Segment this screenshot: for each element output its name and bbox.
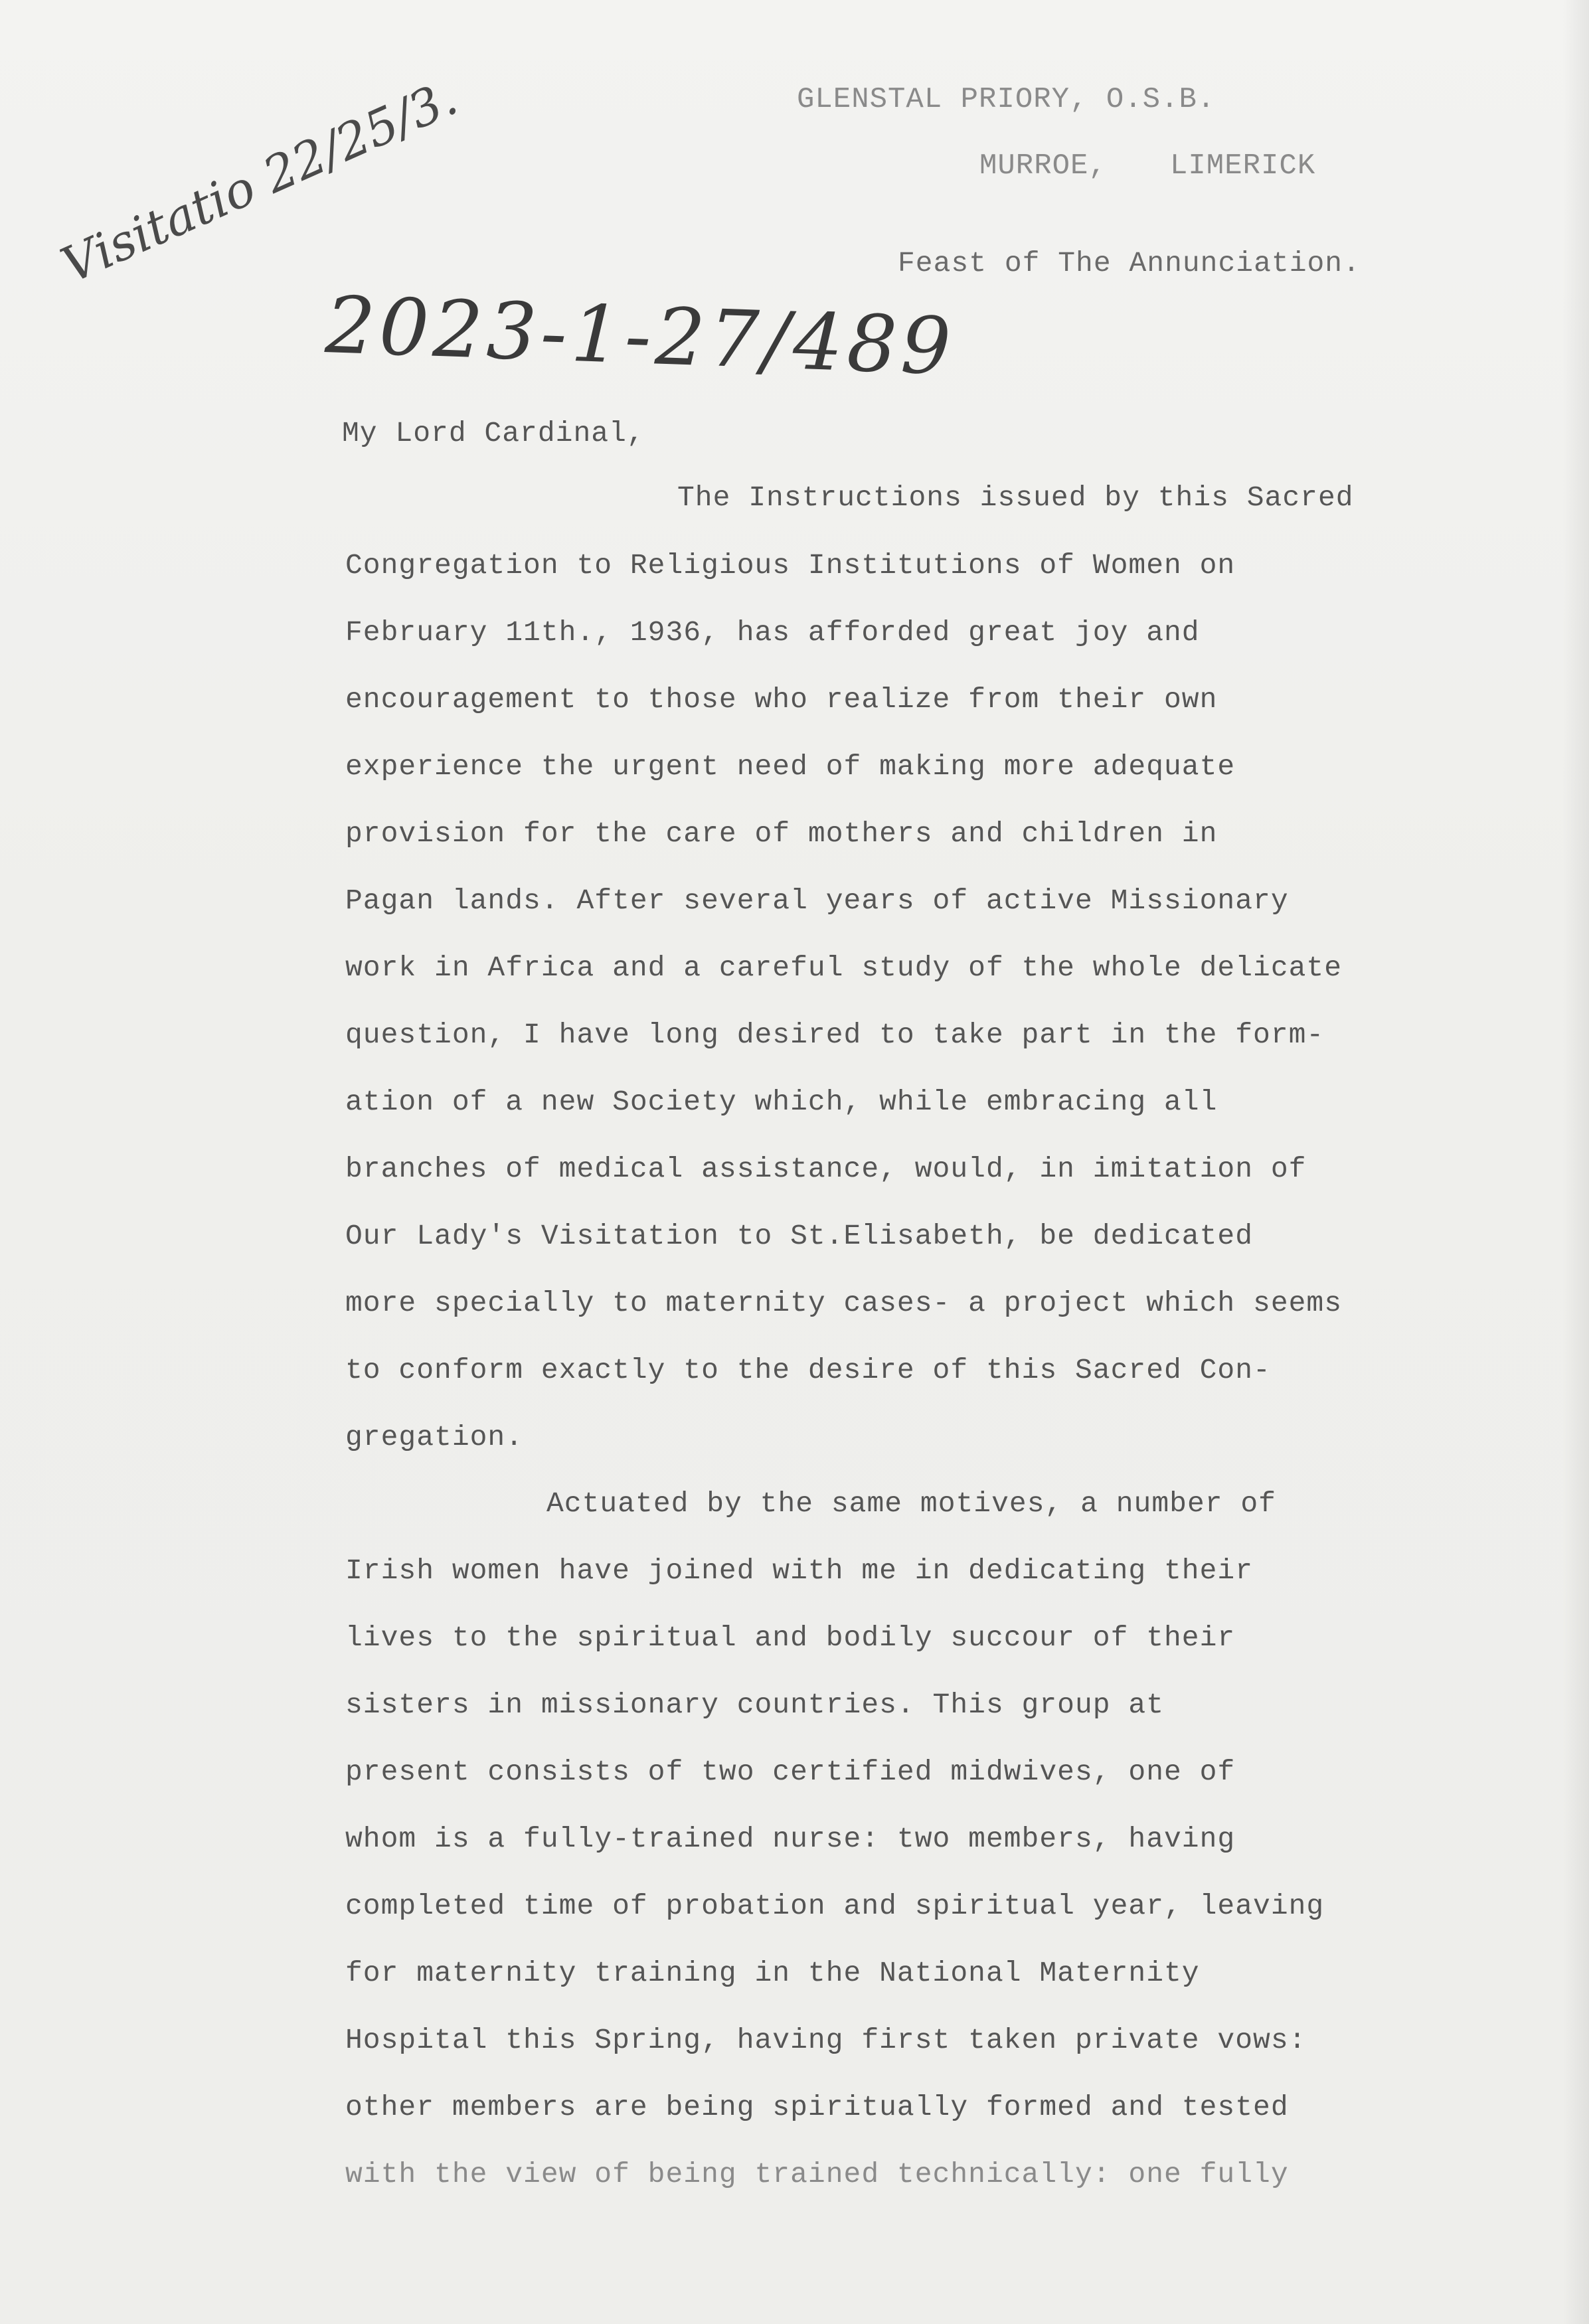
body-line: Pagan lands. After several years of active Missionary xyxy=(345,884,1289,917)
body-line: to conform exactly to the desire of this Sacred Con- xyxy=(345,1354,1271,1386)
letterhead-county: LIMERICK xyxy=(1170,149,1316,183)
body-line: Congregation to Religious Institutions of Women on xyxy=(345,549,1236,582)
body-line: branches of medical assistance, would, in imitation of xyxy=(345,1153,1307,1185)
body-line: for maternity training in the National Maternity xyxy=(345,1957,1200,1989)
body-line: present consists of two certified midwives, one of xyxy=(345,1756,1236,1788)
letterhead-town: MURROE, xyxy=(979,149,1107,183)
body-line: question, I have long desired to take part in the form- xyxy=(345,1019,1325,1051)
page-edge-shadow xyxy=(1562,0,1589,2324)
body-line: lives to the spiritual and bodily succour of their xyxy=(345,1621,1236,1654)
body-line: sisters in missionary countries. This group at xyxy=(345,1689,1164,1721)
body-line: more specially to maternity cases- a project which seems xyxy=(345,1287,1343,1319)
body-line: Actuated by the same motives, a number of xyxy=(546,1487,1276,1520)
letter-date: Feast of The Annunciation. xyxy=(898,247,1361,280)
body-line: February 11th., 1936, has afforded great joy and xyxy=(345,616,1200,649)
body-line: whom is a fully-trained nurse: two members, having xyxy=(345,1823,1236,1855)
body-line: encouragement to those who realize from their own xyxy=(345,683,1218,716)
handwritten-corner-note: Visitatio 22/25/3. xyxy=(53,69,466,295)
body-line: provision for the care of mothers and children in xyxy=(345,817,1218,850)
body-line: The Instructions issued by this Sacred xyxy=(677,481,1354,514)
body-line: work in Africa and a careful study of the whole delicate xyxy=(345,952,1343,984)
letterhead-line-1: GLENSTAL PRIORY, O.S.B. xyxy=(797,83,1216,116)
body-line: Hospital this Spring, having first taken private vows: xyxy=(345,2024,1307,2056)
salutation: My Lord Cardinal, xyxy=(342,417,645,450)
body-line: ation of a new Society which, while embracing all xyxy=(345,1086,1218,1118)
body-line: Irish women have joined with me in dedicating their xyxy=(345,1554,1254,1587)
body-line: completed time of probation and spiritual year, leaving xyxy=(345,1890,1325,1922)
body-line: Our Lady's Visitation to St.Elisabeth, be dedicated xyxy=(345,1220,1254,1252)
body-line: with the view of being trained technically: one fully xyxy=(345,2158,1289,2191)
body-line: gregation. xyxy=(345,1421,524,1453)
handwritten-reference-number: 2023-1-27/489 xyxy=(323,279,957,393)
body-line: experience the urgent need of making more adequate xyxy=(345,750,1236,783)
body-line: other members are being spiritually formed and tested xyxy=(345,2091,1289,2123)
